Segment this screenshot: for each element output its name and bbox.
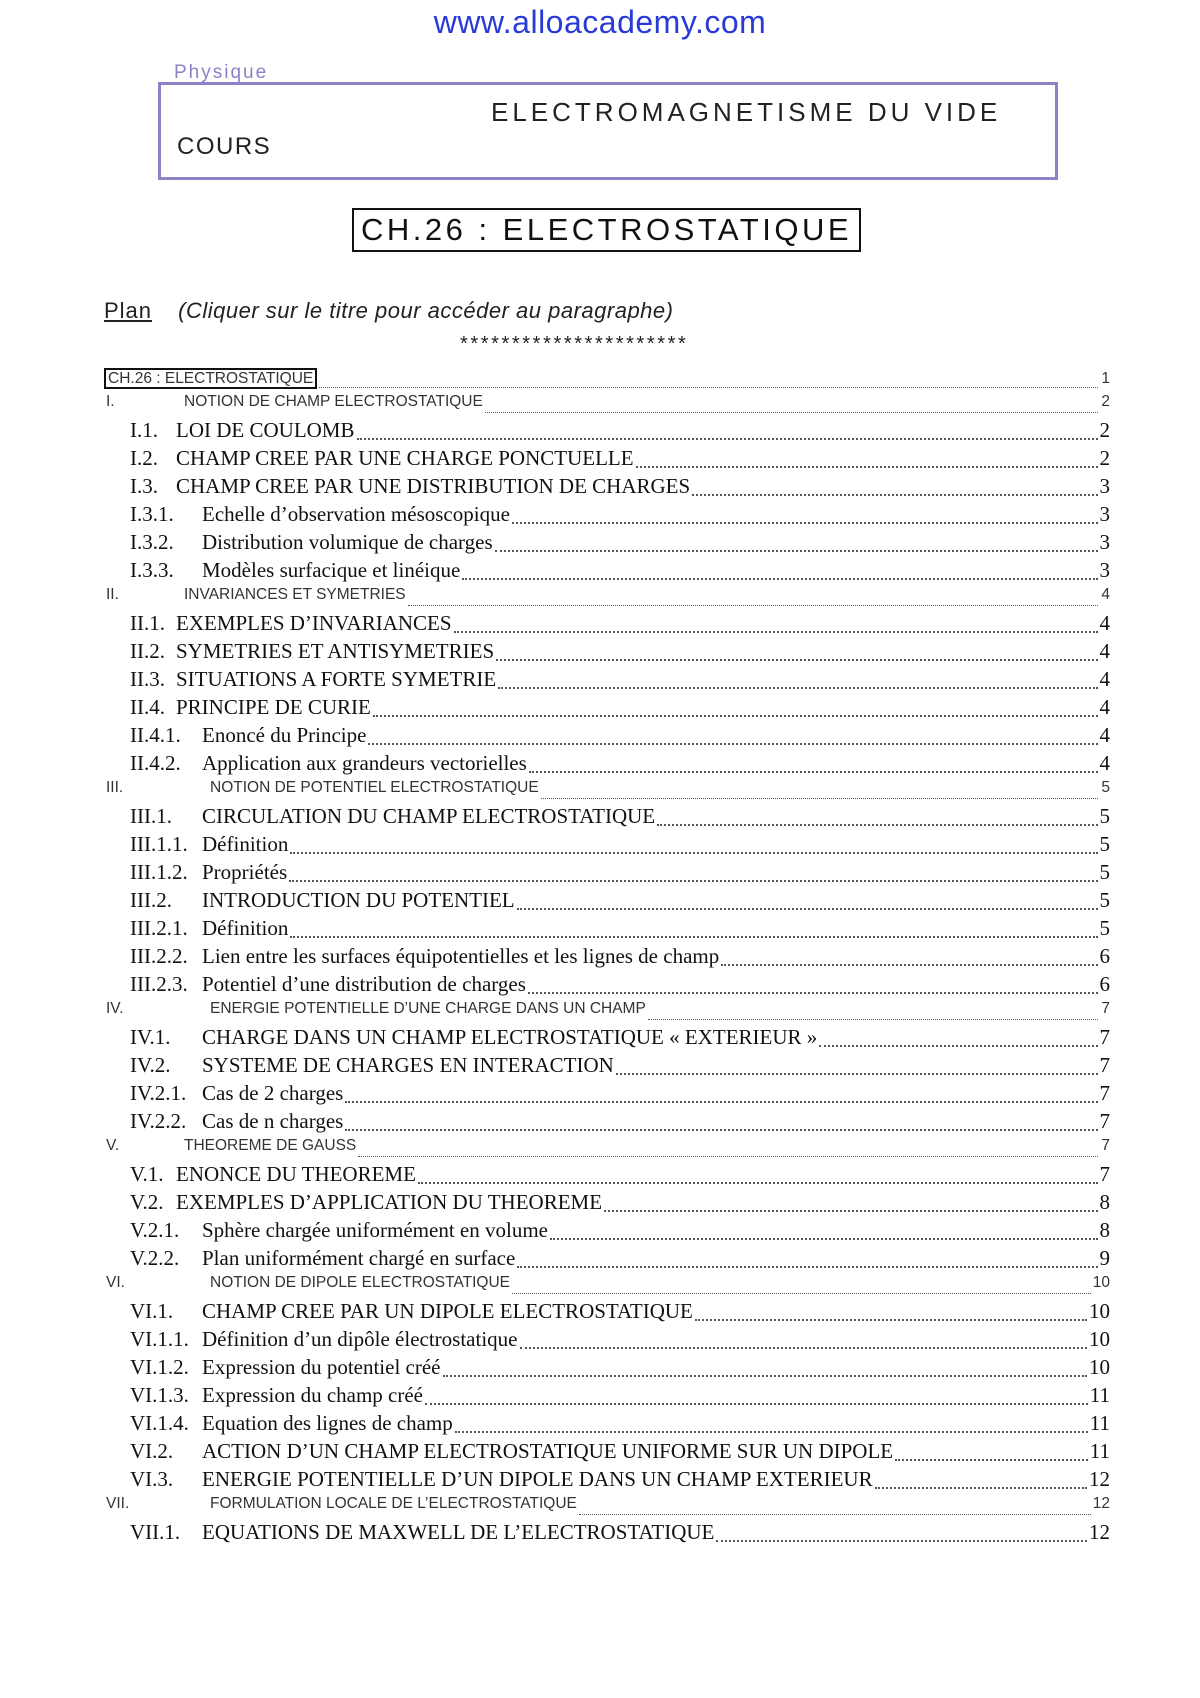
toc-dot-leader <box>528 992 1098 994</box>
toc-dot-leader <box>517 1266 1097 1268</box>
toc-entry-title[interactable]: INTRODUCTION DU POTENTIEL <box>202 888 515 912</box>
toc-entry-title[interactable]: Plan uniformément chargé en surface <box>202 1246 516 1270</box>
toc-entry[interactable] <box>104 586 1110 611</box>
toc-dot-leader <box>875 1487 1087 1489</box>
toc-dot-leader <box>692 494 1097 496</box>
toc-dot-leader <box>520 1347 1088 1349</box>
toc-page-number: 12 <box>1089 1467 1110 1491</box>
toc-dot-leader <box>373 715 1098 717</box>
toc-entry-title[interactable]: LOI DE COULOMB <box>176 418 355 442</box>
toc-entry[interactable] <box>104 1411 1110 1439</box>
toc-dot-leader <box>529 771 1098 773</box>
toc-entry-number: VI.1.2. <box>130 1355 189 1379</box>
toc-entry[interactable] <box>104 1053 1110 1081</box>
toc-page-number: 1 <box>1101 370 1110 387</box>
toc-dot-leader <box>550 1238 1098 1240</box>
toc-entry-title[interactable]: CHAMP CREE PAR UN DIPOLE ELECTROSTATIQUE <box>202 1299 693 1323</box>
toc-entry-number: V.2.2. <box>130 1246 180 1270</box>
toc-page-number: 4 <box>1099 611 1110 635</box>
toc-entry-title[interactable]: SYMETRIES ET ANTISYMETRIES <box>176 639 495 663</box>
toc-entry-number: V. <box>106 1137 120 1154</box>
toc-entry[interactable] <box>104 723 1110 751</box>
toc-entry-number: II. <box>106 586 119 603</box>
toc-entry[interactable] <box>104 1218 1110 1246</box>
toc-page-number: 11 <box>1089 1383 1110 1407</box>
toc-entry-number: II.1. <box>130 611 165 635</box>
toc-entry-title[interactable]: FORMULATION LOCALE DE L’ELECTROSTATIQUE <box>210 1495 577 1512</box>
toc-entry-number: III.1.1. <box>130 832 188 856</box>
toc-entry-title[interactable]: EQUATIONS DE MAXWELL DE L’ELECTROSTATIQUE <box>202 1520 715 1544</box>
toc-entry-title[interactable]: ACTION D’UN CHAMP ELECTROSTATIQUE UNIFORME SUR UN DIPOLE <box>202 1439 894 1463</box>
toc-page-number: 3 <box>1099 474 1110 498</box>
toc-page-number: 4 <box>1099 751 1110 775</box>
toc-dot-leader <box>290 936 1097 938</box>
course-title: ELECTROMAGNETISME DU VIDE <box>491 97 1002 127</box>
toc-page-number: 7 <box>1099 1109 1110 1133</box>
toc-page-number: 7 <box>1099 1025 1110 1049</box>
separator-stars: ********************** <box>460 333 689 355</box>
toc-dot-leader <box>512 1293 1091 1294</box>
toc-dot-leader <box>579 1514 1091 1515</box>
toc-entry-title[interactable]: THEOREME DE GAUSS <box>184 1137 357 1154</box>
toc-entry-number: III.2. <box>130 888 172 912</box>
toc-dot-leader <box>408 605 1098 606</box>
toc-dot-leader <box>604 1210 1097 1212</box>
toc-dot-leader <box>462 578 1097 580</box>
toc-entry[interactable] <box>104 804 1110 832</box>
toc-dot-leader <box>721 964 1097 966</box>
toc-entry-title[interactable]: EXEMPLES D’INVARIANCES <box>176 611 452 635</box>
toc-entry[interactable] <box>104 944 1110 972</box>
toc-dot-leader <box>358 1156 1098 1157</box>
toc-entry-title[interactable]: SYSTEME DE CHARGES EN INTERACTION <box>202 1053 614 1077</box>
toc-entry-title[interactable]: CHARGE DANS UN CHAMP ELECTROSTATIQUE « EXTERIEUR » <box>202 1025 818 1049</box>
toc-entry-number: I. <box>106 393 115 410</box>
toc-dot-leader <box>695 1319 1087 1321</box>
toc-entry[interactable] <box>104 1327 1110 1355</box>
toc-page-number: 4 <box>1101 586 1110 603</box>
toc-entry[interactable] <box>104 667 1110 695</box>
toc-entry-number: V.1. <box>130 1162 164 1186</box>
toc-dot-leader <box>454 631 1098 633</box>
plan-hint: (Cliquer sur le titre pour accéder au paragraphe) <box>178 298 674 323</box>
toc-dot-leader <box>418 1182 1098 1184</box>
toc-dot-leader <box>648 1019 1098 1020</box>
toc-page-number: 4 <box>1099 723 1110 747</box>
toc-entry-number: IV.1. <box>130 1025 171 1049</box>
toc-entry-number: VI.1.4. <box>130 1411 189 1435</box>
toc-entry-title[interactable]: Définition <box>202 832 289 856</box>
toc-entry[interactable] <box>104 1355 1110 1383</box>
toc-entry[interactable] <box>104 1495 1110 1520</box>
toc-entry-title[interactable]: NOTION DE POTENTIEL ELECTROSTATIQUE <box>210 779 539 796</box>
toc-entry-number: VI.3. <box>130 1467 174 1491</box>
toc-entry-title[interactable]: Lien entre les surfaces équipotentielles et les lignes de champ <box>202 944 720 968</box>
toc-dot-leader <box>541 798 1098 799</box>
toc-entry-title[interactable]: Expression du champ créé <box>202 1383 424 1407</box>
toc-entry-number: III.2.1. <box>130 916 188 940</box>
toc-entry-number: I.3.1. <box>130 502 174 526</box>
toc-page-number: 5 <box>1099 860 1110 884</box>
toc-page-number: 12 <box>1092 1495 1110 1512</box>
toc-entry-number: II.4. <box>130 695 165 719</box>
toc-entry-number: VII.1. <box>130 1520 181 1544</box>
toc-entry-title[interactable]: Sphère chargée uniformément en volume <box>202 1218 548 1242</box>
toc-page-number: 2 <box>1099 446 1110 470</box>
toc-entry-number: VI. <box>106 1274 125 1291</box>
toc-page-number: 7 <box>1099 1053 1110 1077</box>
toc-entry[interactable] <box>104 779 1110 804</box>
toc-entry-title[interactable]: SITUATIONS A FORTE SYMETRIE <box>176 667 497 691</box>
toc-entry-title[interactable]: Propriétés <box>202 860 288 884</box>
toc-entry-title[interactable]: CH.26 : ELECTROSTATIQUE <box>104 368 317 389</box>
toc-page-number: 6 <box>1099 944 1110 968</box>
toc-entry[interactable] <box>104 1000 1110 1025</box>
toc-entry[interactable] <box>104 1081 1110 1109</box>
toc-entry-title[interactable]: PRINCIPE DE CURIE <box>176 695 371 719</box>
toc-entry-number: I.2. <box>130 446 158 470</box>
toc-entry-title[interactable]: NOTION DE DIPOLE ELECTROSTATIQUE <box>210 1274 510 1291</box>
toc-dot-leader <box>517 908 1098 910</box>
toc-entry-title[interactable]: NOTION DE CHAMP ELECTROSTATIQUE <box>184 393 483 410</box>
toc-page-number: 10 <box>1092 1274 1110 1291</box>
toc-entry-number: I.3.2. <box>130 530 174 554</box>
toc-entry[interactable] <box>104 832 1110 860</box>
toc-entry-number: VI.2. <box>130 1439 174 1463</box>
toc-dot-leader <box>512 522 1098 524</box>
toc-entry-title[interactable]: Equation des lignes de champ <box>202 1411 453 1435</box>
toc-page-number: 5 <box>1099 804 1110 828</box>
toc-page-number: 5 <box>1101 779 1110 796</box>
toc-entry-title[interactable]: Expression du potentiel créé <box>202 1355 441 1379</box>
course-type: COURS <box>177 133 272 160</box>
toc-entry-number: III. <box>106 779 124 796</box>
plan-line <box>104 298 673 324</box>
toc-page-number: 4 <box>1099 695 1110 719</box>
toc-entry-number: I.1. <box>130 418 158 442</box>
toc-dot-leader <box>636 466 1098 468</box>
course-header-box <box>158 82 1058 180</box>
toc-entry-title[interactable]: Application aux grandeurs vectorielles <box>202 751 527 775</box>
toc-entry-title[interactable]: Cas de n charges <box>202 1109 344 1133</box>
toc-page-number: 3 <box>1099 502 1110 526</box>
toc-entry-number: VII. <box>106 1495 130 1512</box>
toc-page-number: 5 <box>1099 832 1110 856</box>
toc-page-number: 4 <box>1099 667 1110 691</box>
toc-page-number: 3 <box>1099 558 1110 582</box>
toc-entry-number: VI.1. <box>130 1299 174 1323</box>
toc-dot-leader <box>368 743 1097 745</box>
toc-page-number: 7 <box>1099 1162 1110 1186</box>
toc-entry[interactable] <box>104 1162 1110 1190</box>
toc-entry[interactable] <box>104 1299 1110 1327</box>
toc-page-number: 10 <box>1089 1355 1110 1379</box>
toc-entry[interactable] <box>104 639 1110 667</box>
toc-entry[interactable] <box>104 446 1110 474</box>
toc-dot-leader <box>657 824 1097 826</box>
toc-dot-leader <box>345 1129 1097 1131</box>
chapter-title: CH.26 : ELECTROSTATIQUE <box>352 208 861 252</box>
toc-entry[interactable] <box>104 1190 1110 1218</box>
toc-dot-leader <box>425 1403 1088 1405</box>
toc-dot-leader <box>716 1540 1087 1542</box>
toc-entry[interactable] <box>104 1439 1110 1467</box>
toc-page-number: 4 <box>1099 639 1110 663</box>
toc-entry-title[interactable]: Distribution volumique de charges <box>202 530 493 554</box>
toc-page-number: 3 <box>1099 530 1110 554</box>
toc-entry-number: II.3. <box>130 667 165 691</box>
toc-entry-number: III.2.3. <box>130 972 188 996</box>
toc-entry-title[interactable]: CIRCULATION DU CHAMP ELECTROSTATIQUE <box>202 804 656 828</box>
toc-page-number: 8 <box>1099 1190 1110 1214</box>
toc-dot-leader <box>819 1045 1097 1047</box>
toc-entry[interactable] <box>104 558 1110 586</box>
toc-dot-leader <box>289 880 1097 882</box>
toc-entry[interactable] <box>104 860 1110 888</box>
plan-label: Plan <box>104 298 153 323</box>
toc-entry[interactable] <box>104 751 1110 779</box>
toc-page-number: 11 <box>1089 1439 1110 1463</box>
toc-page-number: 11 <box>1089 1411 1110 1435</box>
toc-entry[interactable] <box>104 1274 1110 1299</box>
toc-dot-leader <box>895 1459 1088 1461</box>
toc-entry-number: IV.2. <box>130 1053 171 1077</box>
toc-entry[interactable] <box>104 972 1110 1000</box>
toc-dot-leader <box>290 852 1097 854</box>
toc-entry-number: II.2. <box>130 639 165 663</box>
toc-entry[interactable] <box>104 1246 1110 1274</box>
toc-page-number: 2 <box>1099 418 1110 442</box>
toc-entry[interactable] <box>104 1520 1110 1548</box>
toc-entry-number: II.4.2. <box>130 751 181 775</box>
subject-label: Physique <box>174 62 269 83</box>
toc-entry-number: VI.1.3. <box>130 1383 189 1407</box>
toc-page-number: 5 <box>1099 916 1110 940</box>
toc-entry-title[interactable]: EXEMPLES D’APPLICATION DU THEOREME <box>176 1190 603 1214</box>
toc-entry-number: II.4.1. <box>130 723 181 747</box>
toc-entry[interactable] <box>104 368 1110 393</box>
toc-entry-title[interactable]: ENERGIE POTENTIELLE D’UN DIPOLE DANS UN CHAMP EXTERIEUR <box>202 1467 873 1491</box>
toc-page-number: 9 <box>1099 1246 1110 1270</box>
toc-entry-number: V.2.1. <box>130 1218 180 1242</box>
toc-entry-number: III.2.2. <box>130 944 188 968</box>
toc-entry-number: IV.2.1. <box>130 1081 187 1105</box>
toc-entry[interactable] <box>104 530 1110 558</box>
toc-entry[interactable] <box>104 418 1110 446</box>
toc-entry[interactable] <box>104 695 1110 723</box>
toc-page-number: 5 <box>1099 888 1110 912</box>
toc-entry-title[interactable]: Définition d’un dipôle électrostatique <box>202 1327 518 1351</box>
toc-dot-leader <box>345 1101 1097 1103</box>
toc-entry-number: VI.1.1. <box>130 1327 189 1351</box>
toc-page-number: 12 <box>1089 1520 1110 1544</box>
toc-entry-title[interactable]: INVARIANCES ET SYMETRIES <box>184 586 406 603</box>
toc-entry[interactable] <box>104 888 1110 916</box>
toc-entry-number: IV. <box>106 1000 124 1017</box>
toc-entry-title[interactable]: Définition <box>202 916 289 940</box>
toc-entry-number: I.3. <box>130 474 158 498</box>
toc-entry-title[interactable]: Modèles surfacique et linéique <box>202 558 461 582</box>
toc-page-number: 2 <box>1101 393 1110 410</box>
toc-entry-number: V.2. <box>130 1190 164 1214</box>
toc-entry[interactable] <box>104 502 1110 530</box>
toc-page-number: 8 <box>1099 1218 1110 1242</box>
toc-entry[interactable] <box>104 916 1110 944</box>
toc-entry-title[interactable]: CHAMP CREE PAR UNE DISTRIBUTION DE CHARGES <box>176 474 691 498</box>
toc-page-number: 6 <box>1099 972 1110 996</box>
toc-page-number: 10 <box>1089 1327 1110 1351</box>
toc-entry[interactable] <box>104 1137 1110 1162</box>
toc-entry-title[interactable]: Potentiel d’une distribution de charges <box>202 972 526 996</box>
toc-entry-title[interactable]: ENERGIE POTENTIELLE D’UNE CHARGE DANS UN CHAMP <box>210 1000 646 1017</box>
toc-entry-title[interactable]: Echelle d’observation mésoscopique <box>202 502 510 526</box>
toc-dot-leader <box>616 1073 1098 1075</box>
toc-dot-leader <box>319 387 1098 388</box>
toc-dot-leader <box>485 412 1098 413</box>
toc-entry-number: IV.2.2. <box>130 1109 187 1133</box>
toc-dot-leader <box>455 1431 1088 1433</box>
toc-entry-number: III.1. <box>130 804 172 828</box>
toc-entry[interactable] <box>104 611 1110 639</box>
toc-entry-number: I.3.3. <box>130 558 174 582</box>
site-url-link[interactable]: www.alloacademy.com <box>433 4 767 40</box>
table-of-contents <box>104 368 1110 1548</box>
toc-entry-title[interactable]: CHAMP CREE PAR UNE CHARGE PONCTUELLE <box>176 446 634 470</box>
toc-entry-title[interactable]: ENONCE DU THEOREME <box>176 1162 416 1186</box>
toc-dot-leader <box>357 438 1098 440</box>
toc-entry[interactable] <box>104 393 1110 418</box>
toc-entry[interactable] <box>104 474 1110 502</box>
toc-entry-number: III.1.2. <box>130 860 188 884</box>
toc-entry[interactable] <box>104 1383 1110 1411</box>
toc-entry[interactable] <box>104 1467 1110 1495</box>
toc-page-number: 7 <box>1099 1081 1110 1105</box>
toc-entry-title[interactable]: Enoncé du Principe <box>202 723 367 747</box>
toc-entry[interactable] <box>104 1109 1110 1137</box>
toc-entry-title[interactable]: Cas de 2 charges <box>202 1081 344 1105</box>
toc-dot-leader <box>496 659 1097 661</box>
toc-dot-leader <box>495 550 1098 552</box>
toc-page-number: 10 <box>1089 1299 1110 1323</box>
toc-dot-leader <box>443 1375 1087 1377</box>
toc-dot-leader <box>498 687 1097 689</box>
toc-page-number: 7 <box>1101 1137 1110 1154</box>
toc-entry[interactable] <box>104 1025 1110 1053</box>
toc-page-number: 7 <box>1101 1000 1110 1017</box>
